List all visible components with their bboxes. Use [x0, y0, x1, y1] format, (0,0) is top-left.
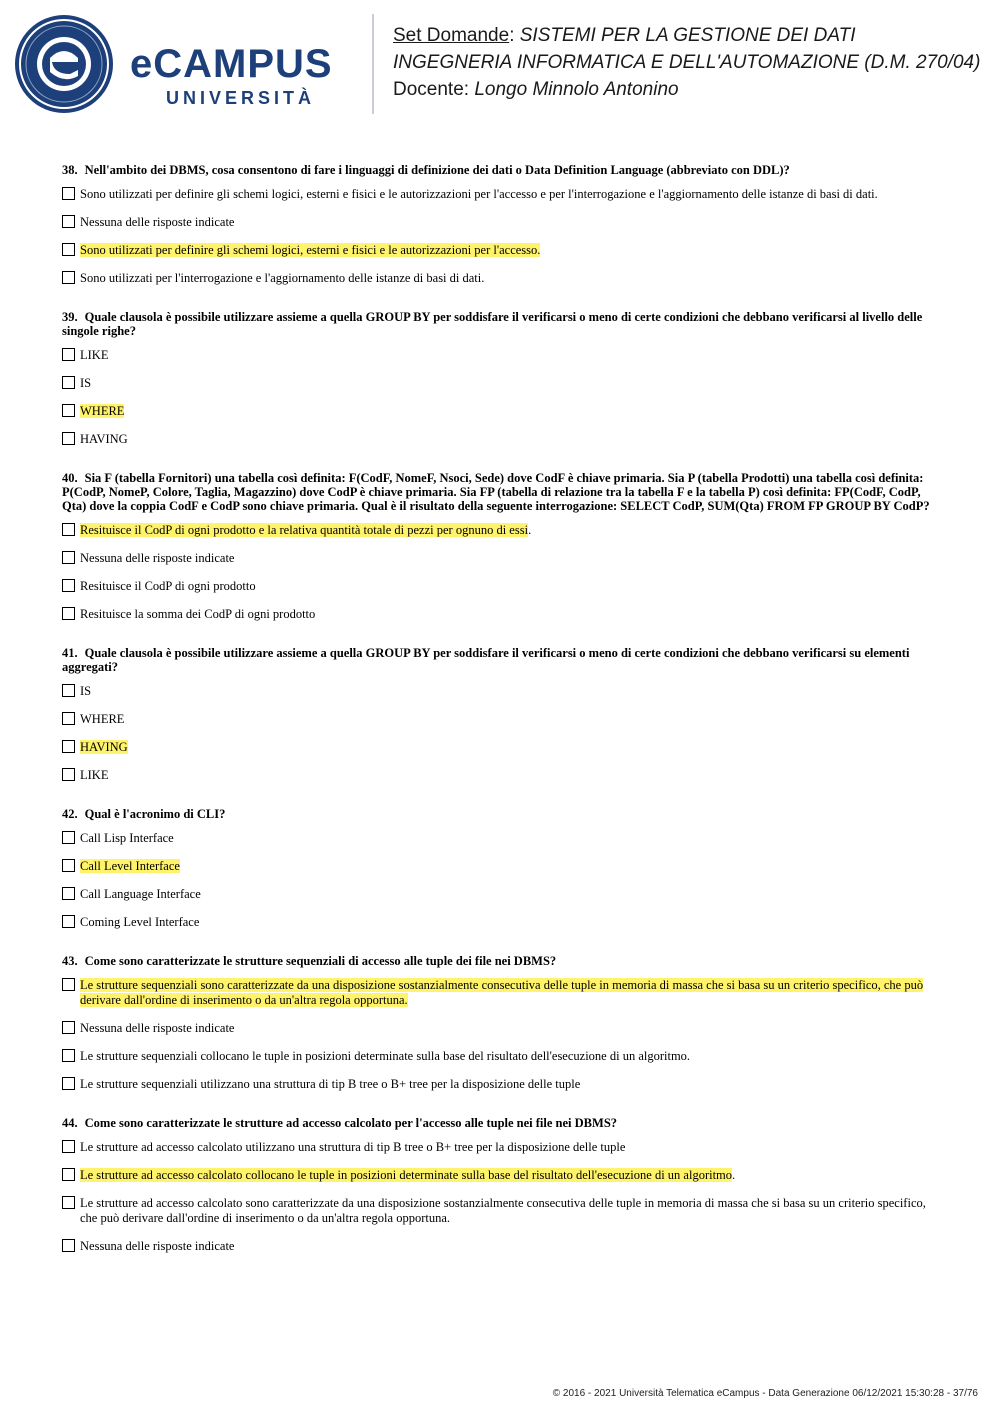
answer-option[interactable] — [62, 551, 932, 566]
checkbox-icon[interactable] — [62, 712, 75, 725]
question-title — [62, 163, 932, 177]
checkbox-icon[interactable] — [62, 607, 75, 620]
checkbox-icon[interactable] — [62, 887, 75, 900]
answer-text: Sono utilizzati per definire gli schemi logici, esterni e fisici e le autorizzazioni per l'accesso. — [80, 243, 541, 257]
checkbox-icon[interactable] — [62, 684, 75, 697]
question-number: 41. — [62, 646, 78, 660]
question-number: 43. — [62, 954, 78, 968]
degree-line — [393, 49, 993, 76]
question-title — [62, 807, 932, 821]
answer-option[interactable] — [62, 579, 932, 594]
question-title — [62, 471, 932, 513]
checkbox-icon[interactable] — [62, 243, 75, 256]
question-number: 38. — [62, 163, 78, 177]
checkbox-icon[interactable] — [62, 1077, 75, 1090]
course-title: SISTEMI PER LA GESTIONE DEI DATI — [519, 25, 856, 46]
page-header — [0, 0, 1000, 130]
teacher-name: Longo Minnolo Antonino — [474, 79, 679, 100]
question-text: Qual è l'acronimo di CLI? — [84, 807, 226, 821]
answer-option[interactable] — [62, 712, 932, 727]
answer-text: Le strutture sequenziali sono caratterizzate da una disposizione sostanzialmente consecutiva delle tuple in memoria di massa che si basa su un criterio specifico, che può derivare dall'ordine di inserimento o da un'altra regola opportuna. — [80, 978, 924, 1007]
answer-text: Nessuna delle risposte indicate — [80, 1239, 235, 1253]
answer-option[interactable] — [62, 1168, 932, 1183]
question-block — [62, 163, 932, 286]
answer-option[interactable] — [62, 1239, 932, 1254]
answer-text: Le strutture ad accesso calcolato utilizzano una struttura di tip B tree o B+ tree per la disposizione delle tuple — [80, 1140, 626, 1154]
answer-option[interactable] — [62, 978, 932, 1008]
set-label: Set Domande — [393, 25, 510, 46]
checkbox-icon[interactable] — [62, 915, 75, 928]
question-block — [62, 471, 932, 622]
header-divider — [372, 14, 374, 114]
checkbox-icon[interactable] — [62, 768, 75, 781]
question-text: Sia F (tabella Fornitori) una tabella così definita: F(CodF, NomeF, Nsoci, Sede) dove CodF è chiave primaria. Sia P (tabella Prodotti) una tabella così definita: P(CodP, NomeP, Colore, Taglia, Magazzino) dove CodP è chiave primaria. Sia FP (tabella di relazione tra la tabella F e la tabella P) così definita: FP(CodF, CodP, Qta) dove la coppia CodF e CodP sono chiave primaria. Qual è il risultato della seguente interrogazione: SELECT CodP, SUM(Qta) FROM FP GROUP BY CodP? — [62, 471, 930, 513]
answer-text: Call Language Interface — [80, 887, 201, 901]
answer-option[interactable] — [62, 523, 932, 538]
checkbox-icon[interactable] — [62, 187, 75, 200]
question-number: 39. — [62, 310, 78, 324]
logo-sub-text: UNIVERSITÀ — [166, 88, 316, 108]
checkbox-icon[interactable] — [62, 859, 75, 872]
checkbox-icon[interactable] — [62, 831, 75, 844]
answer-option[interactable] — [62, 404, 932, 419]
answer-option[interactable] — [62, 768, 932, 783]
answer-option[interactable] — [62, 1196, 932, 1226]
answer-text: Call Lisp Interface — [80, 831, 174, 845]
question-number: 44. — [62, 1116, 78, 1130]
answer-option[interactable] — [62, 831, 932, 846]
answer-text: HAVING — [80, 740, 128, 754]
checkbox-icon[interactable] — [62, 432, 75, 445]
question-block — [62, 807, 932, 930]
question-block — [62, 1116, 932, 1254]
teacher-line: Docente: Longo Minnolo Antonino — [393, 79, 679, 100]
answer-option[interactable] — [62, 1140, 932, 1155]
question-block — [62, 646, 932, 783]
answer-text: HAVING — [80, 432, 128, 446]
question-title — [62, 646, 932, 674]
checkbox-icon[interactable] — [62, 404, 75, 417]
header-info — [393, 22, 993, 103]
answer-suffix: . — [732, 1168, 736, 1182]
answer-text: IS — [80, 376, 92, 390]
question-text: Come sono caratterizzate le strutture sequenziali di accesso alle tuple dei file nei DBMS? — [84, 954, 557, 968]
question-text: Come sono caratterizzate le strutture ad accesso calcolato per l'accesso alle tuple nei file nei DBMS? — [84, 1116, 618, 1130]
answer-text: LIKE — [80, 348, 109, 362]
checkbox-icon[interactable] — [62, 1021, 75, 1034]
answer-text: Resituisce la somma dei CodP di ogni prodotto — [80, 607, 316, 621]
answer-option[interactable] — [62, 215, 932, 230]
answer-text: Resituisce il CodP di ogni prodotto e la relativa quantità totale di pezzi per ognuno di essi — [80, 523, 529, 537]
course-line: Set Domande: SISTEMI PER LA GESTIONE DEI DATI — [393, 25, 856, 46]
degree-title: INGEGNERIA INFORMATICA E DELL'AUTOMAZIONE (D.M. 270/04) — [393, 52, 981, 73]
answer-text: Coming Level Interface — [80, 915, 200, 929]
ecampus-wordmark — [130, 40, 360, 112]
answer-text: Sono utilizzati per l'interrogazione e l'aggiornamento delle istanze di basi di dati. — [80, 271, 485, 285]
checkbox-icon[interactable] — [62, 1049, 75, 1062]
answer-text: Resituisce il CodP di ogni prodotto — [80, 579, 256, 593]
answer-option[interactable] — [62, 271, 932, 286]
checkbox-icon[interactable] — [62, 978, 75, 991]
answer-text: Le strutture ad accesso calcolato sono caratterizzate da una disposizione sostanzialmente consecutiva delle tuple in memoria di massa che si basa su un criterio specifico, che può derivare dall'ordine di inserimento o da un'altra regola opportuna. — [80, 1196, 926, 1225]
answer-option[interactable] — [62, 740, 932, 755]
checkbox-icon[interactable] — [62, 348, 75, 361]
checkbox-icon[interactable] — [62, 376, 75, 389]
answer-text: LIKE — [80, 768, 109, 782]
question-block — [62, 954, 932, 1092]
checkbox-icon[interactable] — [62, 1196, 75, 1209]
checkbox-icon[interactable] — [62, 1239, 75, 1252]
answer-option[interactable] — [62, 1077, 932, 1092]
checkbox-icon[interactable] — [62, 740, 75, 753]
question-text: Quale clausola è possibile utilizzare assieme a quella GROUP BY per soddisfare il verificarsi o meno di certe condizioni che debbano verificarsi al livello delle singole righe? — [62, 310, 923, 338]
ecampus-seal-icon — [14, 14, 114, 114]
checkbox-icon[interactable] — [62, 1168, 75, 1181]
checkbox-icon[interactable] — [62, 271, 75, 284]
checkbox-icon[interactable] — [62, 1140, 75, 1153]
answer-text: Nessuna delle risposte indicate — [80, 1021, 235, 1035]
checkbox-icon[interactable] — [62, 579, 75, 592]
answer-option[interactable] — [62, 1021, 932, 1036]
answer-text: WHERE — [80, 712, 125, 726]
answer-text: WHERE — [80, 404, 125, 418]
question-title — [62, 1116, 932, 1130]
page-footer: © 2016 - 2021 Università Telematica eCampus - Data Generazione 06/12/2021 15:30:28 - 37/76 — [552, 1388, 978, 1399]
answer-text: IS — [80, 684, 92, 698]
answer-option[interactable] — [62, 684, 932, 699]
question-block — [62, 310, 932, 447]
checkbox-icon[interactable] — [62, 551, 75, 564]
answer-option[interactable] — [62, 915, 932, 930]
answer-text: Le strutture sequenziali utilizzano una struttura di tip B tree o B+ tree per la disposizione delle tuple — [80, 1077, 581, 1091]
question-list — [62, 163, 932, 1267]
answer-text: Sono utilizzati per definire gli schemi logici, esterni e fisici e le autorizzazioni per l'accesso e per l'interrogazione e l'aggiornamento delle istanze di basi di dati. — [80, 187, 878, 201]
answer-option[interactable] — [62, 243, 932, 258]
answer-option[interactable] — [62, 1049, 932, 1064]
answer-option[interactable] — [62, 887, 932, 902]
question-text: Quale clausola è possibile utilizzare assieme a quella GROUP BY per soddisfare il verificarsi o meno di certe condizioni che debbano verificarsi su elementi aggregati? — [62, 646, 910, 674]
answer-option[interactable] — [62, 432, 932, 447]
question-number: 42. — [62, 807, 78, 821]
answer-option[interactable] — [62, 607, 932, 622]
checkbox-icon[interactable] — [62, 215, 75, 228]
answer-text: Nessuna delle risposte indicate — [80, 215, 235, 229]
question-number: 40. — [62, 471, 78, 485]
question-title — [62, 310, 932, 338]
answer-text: Call Level Interface — [80, 859, 180, 873]
teacher-label: Docente — [393, 79, 464, 100]
answer-text: Le strutture sequenziali collocano le tuple in posizioni determinate sulla base del risultato dell'esecuzione di un algoritmo. — [80, 1049, 691, 1063]
answer-option[interactable] — [62, 859, 932, 874]
answer-text: Le strutture ad accesso calcolato collocano le tuple in posizioni determinate sulla base del risultato dell'esecuzione di un algoritmo — [80, 1168, 733, 1182]
answer-option[interactable] — [62, 187, 932, 202]
question-text: Nell'ambito dei DBMS, cosa consentono di fare i linguaggi di definizione dei dati o Data Definition Language (abbreviato con DDL)? — [84, 163, 790, 177]
question-title — [62, 954, 932, 968]
answer-option[interactable] — [62, 376, 932, 391]
answer-option[interactable] — [62, 348, 932, 363]
answer-suffix: . — [528, 523, 532, 537]
logo-main-text: eCAMPUS — [130, 42, 333, 86]
checkbox-icon[interactable] — [62, 523, 75, 536]
answer-text: Nessuna delle risposte indicate — [80, 551, 235, 565]
